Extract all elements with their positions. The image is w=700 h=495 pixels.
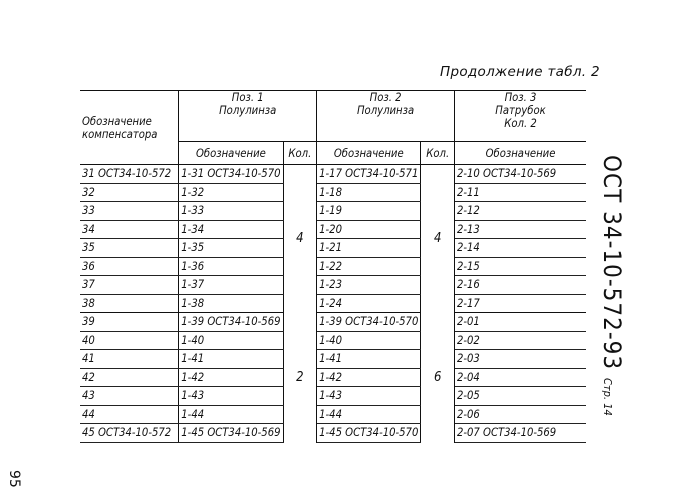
continuation-caption: Продолжение табл. 2: [440, 64, 600, 80]
pos2-designation-cell: 1-17 ОСТ34-10-571: [317, 165, 421, 184]
compensator-cell: 37: [80, 276, 179, 295]
pos3-designation-cell: 2-17: [455, 294, 587, 313]
pos2-designation-cell: 1-23: [317, 276, 421, 295]
pos1-designation-cell: 1-43: [179, 387, 283, 406]
compensator-cell: 36: [80, 257, 179, 276]
pos1-designation-cell: 1-45 ОСТ34-10-569: [179, 424, 283, 443]
pos2-designation-cell: 1-44: [317, 405, 421, 424]
pos3-designation-cell: 2-03: [455, 350, 587, 369]
compensator-cell: 41: [80, 350, 179, 369]
table-row: [80, 257, 586, 276]
header-pos3-designation: Обозначение: [455, 142, 587, 165]
pos1-designation-cell: 1-41: [179, 350, 283, 369]
pos1-designation-cell: 1-44: [179, 405, 283, 424]
table-row: [80, 202, 586, 221]
pos1-qty-cell: 2: [283, 313, 317, 443]
pos2-designation-cell: 1-42: [317, 368, 421, 387]
pos1-designation-cell: 1-42: [179, 368, 283, 387]
pos1-designation-cell: 1-37: [179, 276, 283, 295]
header-pos2-qty: Кол.: [421, 142, 455, 165]
document-code-text: ОСТ 34-10-572-93: [598, 155, 626, 371]
compensator-cell: 32: [80, 183, 179, 202]
compensator-cell: 31 ОСТ34-10-572: [80, 165, 179, 184]
pos2-designation-cell: 1-39 ОСТ34-10-570: [317, 313, 421, 332]
compensator-cell: 43: [80, 387, 179, 406]
pos2-qty-cell: 6: [421, 313, 455, 443]
pos2-designation-cell: 1-45 ОСТ34-10-570: [317, 424, 421, 443]
sheet-number: Стр. 14: [601, 377, 614, 416]
table-row: [80, 313, 586, 332]
compensator-cell: 39: [80, 313, 179, 332]
pos2-designation-cell: 1-19: [317, 202, 421, 221]
pos3-designation-cell: 2-04: [455, 368, 587, 387]
pos3-designation-cell: 2-11: [455, 183, 587, 202]
table-row: [80, 183, 586, 202]
table-row: [80, 276, 586, 295]
pos2-designation-cell: 1-24: [317, 294, 421, 313]
pos1-designation-cell: 1-35: [179, 239, 283, 258]
table-row: [80, 424, 586, 443]
pos3-designation-cell: 2-01: [455, 313, 587, 332]
pos3-designation-cell: 2-07 ОСТ34-10-569: [455, 424, 587, 443]
pos3-designation-cell: 2-16: [455, 276, 587, 295]
pos1-designation-cell: 1-31 ОСТ34-10-570: [179, 165, 283, 184]
pos3-designation-cell: 2-05: [455, 387, 587, 406]
pos2-designation-cell: 1-18: [317, 183, 421, 202]
page-number: 95: [6, 470, 22, 488]
pos2-qty-cell: 4: [421, 165, 455, 313]
table-row: [80, 220, 586, 239]
pos2-designation-cell: 1-22: [317, 257, 421, 276]
pos3-designation-cell: 2-13: [455, 220, 587, 239]
header-pos2-designation: Обозначение: [317, 142, 421, 165]
pos3-designation-cell: 2-15: [455, 257, 587, 276]
header-pos1-qty: Кол.: [283, 142, 317, 165]
pos3-designation-cell: 2-14: [455, 239, 587, 258]
pos2-designation-cell: 1-40: [317, 331, 421, 350]
compensator-cell: 42: [80, 368, 179, 387]
pos2-designation-cell: 1-21: [317, 239, 421, 258]
compensator-cell: 33: [80, 202, 179, 221]
table-row: [80, 294, 586, 313]
header-pos1: Поз. 1 Полулинза: [179, 91, 317, 142]
compensator-cell: 38: [80, 294, 179, 313]
pos1-designation-cell: 1-36: [179, 257, 283, 276]
pos3-designation-cell: 2-06: [455, 405, 587, 424]
pos1-designation-cell: 1-33: [179, 202, 283, 221]
pos1-designation-cell: 1-39 ОСТ34-10-569: [179, 313, 283, 332]
header-pos1-designation: Обозначение: [179, 142, 283, 165]
pos3-designation-cell: 2-10 ОСТ34-10-569: [455, 165, 587, 184]
pos2-designation-cell: 1-43: [317, 387, 421, 406]
table-row: [80, 239, 586, 258]
pos2-designation-cell: 1-41: [317, 350, 421, 369]
pos2-designation-cell: 1-20: [317, 220, 421, 239]
pos1-designation-cell: 1-34: [179, 220, 283, 239]
compensator-cell: 35: [80, 239, 179, 258]
table-row: [80, 350, 586, 369]
header-pos2: Поз. 2 Полулинза: [317, 91, 455, 142]
pos1-qty-cell: 4: [283, 165, 317, 313]
compensator-cell: 44: [80, 405, 179, 424]
specification-table: [80, 90, 586, 443]
compensator-cell: 34: [80, 220, 179, 239]
table-row: [80, 387, 586, 406]
pos1-designation-cell: 1-38: [179, 294, 283, 313]
compensator-cell: 45 ОСТ34-10-572: [80, 424, 179, 443]
header-pos3: Поз. 3 Патрубок Кол. 2: [455, 91, 587, 142]
pos1-designation-cell: 1-40: [179, 331, 283, 350]
table-row: [80, 368, 586, 387]
pos1-designation-cell: 1-32: [179, 183, 283, 202]
pos3-designation-cell: 2-12: [455, 202, 587, 221]
document-code: [592, 155, 632, 416]
table-row: [80, 331, 586, 350]
header-compensator: Обозначение компенсатора: [80, 91, 179, 165]
table-row: [80, 405, 586, 424]
pos3-designation-cell: 2-02: [455, 331, 587, 350]
table-row: [80, 165, 586, 184]
compensator-cell: 40: [80, 331, 179, 350]
